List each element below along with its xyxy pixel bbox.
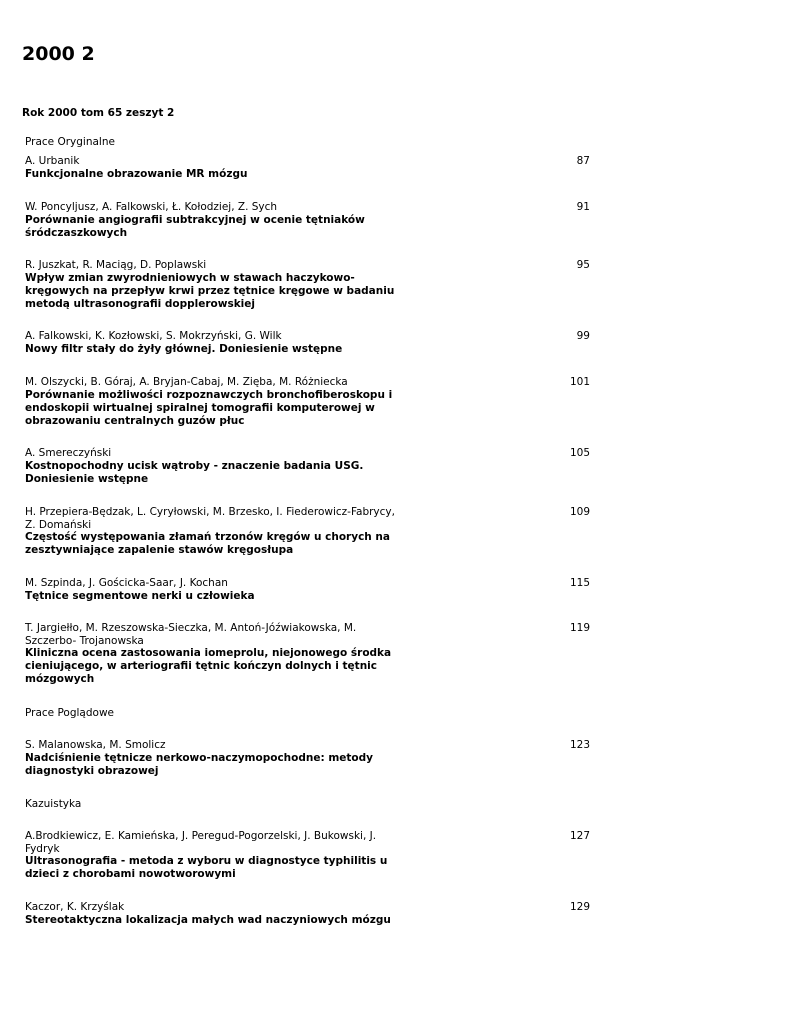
toc-entry [25, 201, 595, 240]
section-heading-case-reports: Kazuistyka [25, 798, 82, 810]
entry-page: 99 [576, 330, 590, 342]
entry-authors: A. Urbanik [25, 155, 80, 167]
entry-page: 123 [569, 739, 590, 751]
entry-authors: A. Smereczyński [25, 447, 112, 459]
entry-title: Porównanie możliwości rozpoznawczych bronchofiberoskopu i endoskopii wirtualnej spiralnej tomografii komputerowej w obrazowaniu centralnych guzów płuc [25, 388, 393, 427]
entry-title: Kliniczna ocena zastosowania iomeprolu, niejonowego środka cieniującego, w arteriografii tętnic kończyn dolnych i tętnic mózgowych [25, 647, 392, 685]
entry-authors: M. Olszycki, B. Góraj, A. Bryjan-Cabaj, M. Zięba, M. Różniecka [25, 376, 348, 388]
entry-page: 109 [569, 506, 590, 518]
entry-authors: Kaczor, K. Krzyślak [25, 901, 125, 913]
entry-title: Kostnopochodny ucisk wątroby - znaczenie badania USG. Doniesienie wstępne [25, 459, 364, 485]
entry-title: Porównanie angiografii subtrakcyjnej w ocenie tętniaków śródczaszkowych [25, 213, 365, 239]
toc-entry [25, 577, 595, 603]
entry-authors: W. Poncyljusz, A. Falkowski, Ł. Kołodziej, Z. Sych [25, 201, 278, 213]
page-title: 2000 2 [22, 43, 95, 65]
toc-entry [25, 447, 595, 486]
toc-entry [25, 506, 595, 557]
entry-title: Ultrasonografia - metoda z wyboru w diagnostyce typhilitis u dzieci z chorobami nowotworowymi [25, 855, 388, 880]
entry-title: Częstość występowania złamań trzonów kręgów u chorych na zesztywniające zapalenie stawów kręgosłupa [25, 531, 390, 556]
toc-entry [25, 259, 595, 311]
toc-entry [25, 830, 595, 881]
entry-page: 95 [576, 259, 590, 271]
entry-title: Nadciśnienie tętnicze nerkowo-naczymopochodne: metody diagnostyki obrazowej [25, 751, 373, 777]
entry-page: 87 [576, 155, 590, 167]
entry-page: 101 [569, 376, 590, 388]
entry-authors: S. Malanowska, M. Smolicz [25, 739, 166, 751]
entry-title: Nowy filtr stały do żyły głównej. Doniesienie wstępne [25, 342, 343, 355]
entry-authors: R. Juszkat, R. Maciąg, D. Poplawski [25, 259, 207, 271]
entry-page: 115 [569, 577, 590, 589]
toc-entry [25, 622, 595, 686]
volume-heading: Rok 2000 tom 65 zeszyt 2 [22, 107, 175, 119]
entry-authors: A. Falkowski, K. Kozłowski, S. Mokrzyński, G. Wilk [25, 330, 282, 342]
entry-page: 105 [569, 447, 590, 459]
entry-page: 119 [569, 622, 590, 634]
entry-authors: A.Brodkiewicz, E. Kamieńska, J. Peregud-Pogorzelski, J. Bukowski, J. Fydryk [25, 830, 377, 855]
entry-authors: H. Przepiera-Będzak, L. Cyryłowski, M. Brzesko, I. Fiederowicz-Fabrycy, Z. Domański [25, 506, 395, 531]
toc-entry [25, 901, 595, 927]
entry-title: Stereotaktyczna lokalizacja małych wad naczyniowych mózgu [25, 913, 391, 926]
entry-authors: T. Jargiełło, M. Rzeszowska-Sieczka, M. Antoń-Jóźwiakowska, M. Szczerbo- Trojanowska [25, 622, 357, 647]
toc-entry [25, 739, 595, 778]
section-heading-review: Prace Poglądowe [25, 707, 115, 719]
entry-page: 127 [569, 830, 590, 842]
entry-authors: M. Szpinda, J. Gościcka-Saar, J. Kochan [25, 577, 228, 589]
toc-entry [25, 155, 595, 181]
toc-entry [25, 330, 595, 356]
section-heading-original: Prace Oryginalne [25, 136, 115, 148]
entry-title: Funkcjonalne obrazowanie MR mózgu [25, 167, 248, 180]
entry-page: 91 [576, 201, 590, 213]
entry-page: 129 [569, 901, 590, 913]
toc-entry [25, 376, 595, 428]
entry-title: Tętnice segmentowe nerki u człowieka [25, 589, 255, 602]
entry-title: Wpływ zmian zwyrodnieniowych w stawach haczykowo-kręgowych na przepływ krwi przez tętnice kręgowe w badaniu metodą ultrasonografii dopplerowskiej [25, 271, 395, 310]
